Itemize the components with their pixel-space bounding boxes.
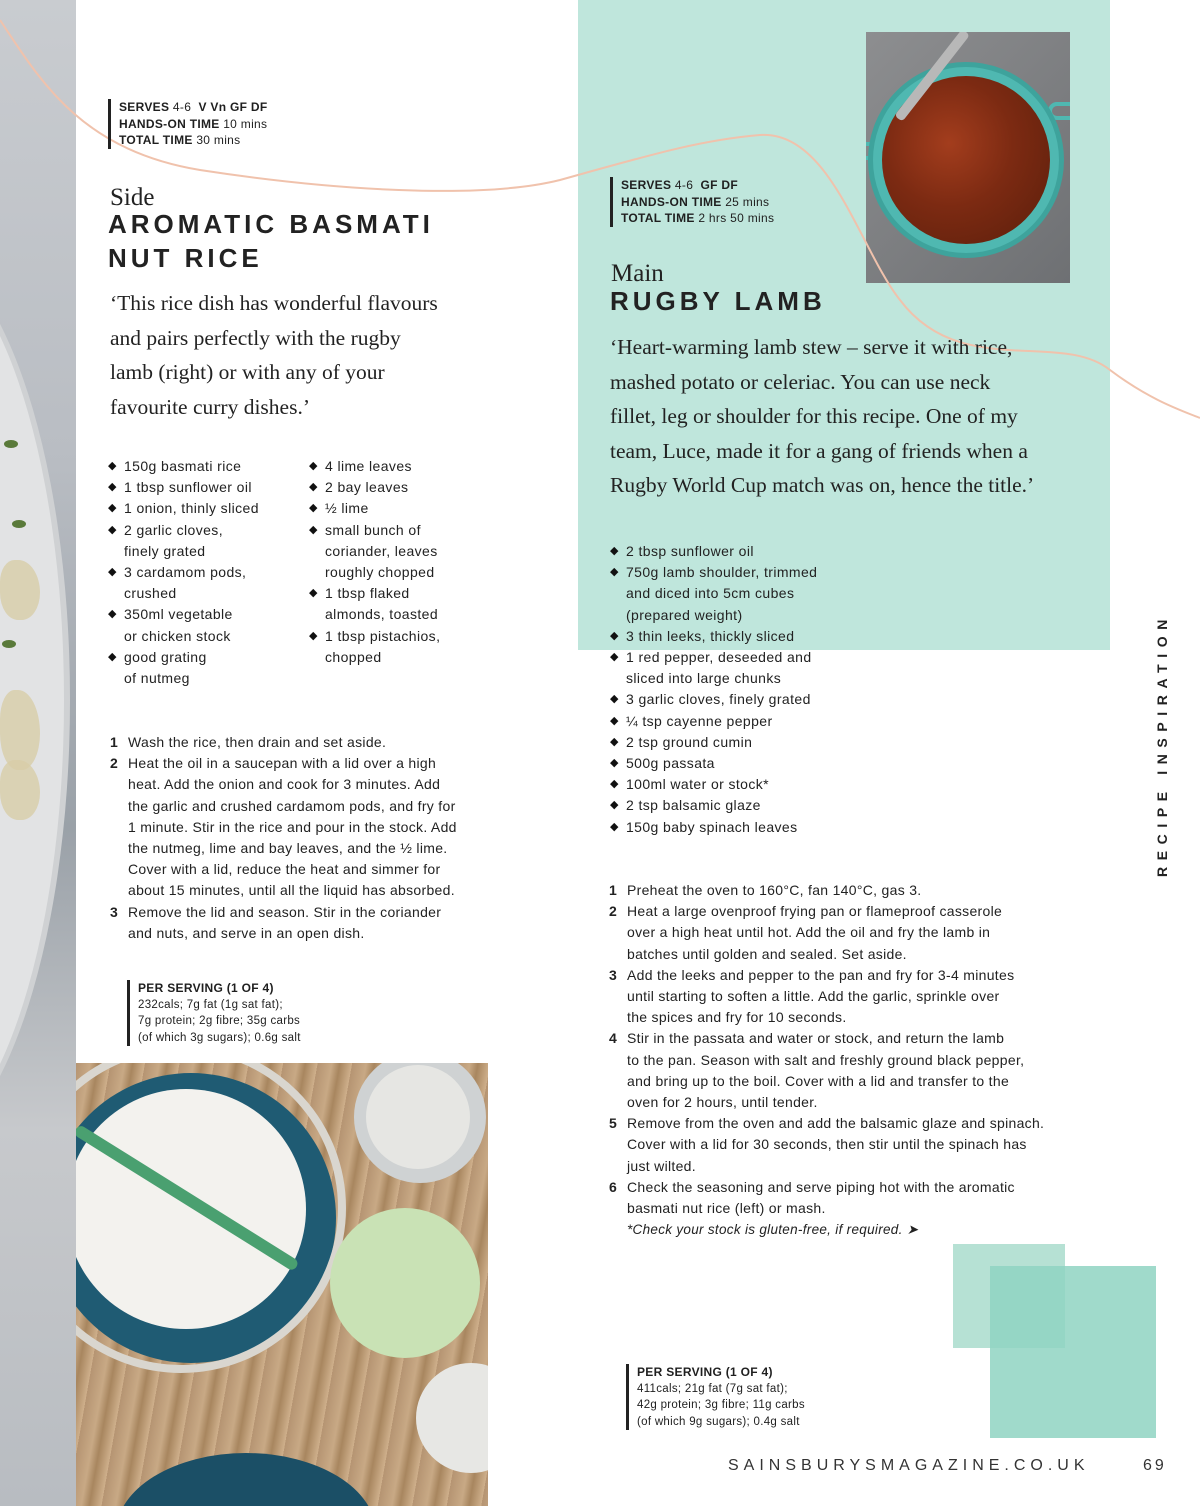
- serves-value: 4-6: [172, 100, 192, 114]
- ingredient-item: ◆ 150g baby spinach leaves: [610, 817, 890, 838]
- page-number: 69: [1143, 1457, 1167, 1474]
- method-step: 4 Stir in the passata and water or stock, and return the lamb to the pan. Season with salt and freshly ground black pepper, and bring up to the boil. Cover with a lid and transfer to the oven for 2 hours, until tender.: [609, 1030, 1025, 1111]
- hands-on-value: 25 mins: [725, 194, 770, 209]
- side-recipe-title-line2: NUT RICE: [108, 243, 263, 273]
- ingredient-item: ◆ small bunch of coriander, leaves roughly chopped: [309, 520, 509, 584]
- ingredient-item: ◆ ½ lime: [309, 498, 509, 519]
- nutrition-heading: PER SERVING (1 OF 4): [637, 1365, 773, 1379]
- quote-line: favourite curry dishes.’: [110, 394, 310, 419]
- ingredient-item: ◆ good grating of nutmeg: [108, 647, 308, 689]
- section-label-text: RECIPE INSPIRATION: [1154, 612, 1170, 878]
- ingredient-item: ◆ 2 tsp ground cumin: [610, 732, 890, 753]
- ingredient-item: ◆ 1 tbsp sunflower oil: [108, 477, 308, 498]
- serves-value: 4-6: [674, 178, 694, 192]
- decorative-square: [990, 1266, 1156, 1438]
- hands-on-label: HANDS-ON TIME: [119, 116, 220, 131]
- ingredient-item: ◆ 1 tbsp pistachios, chopped: [309, 626, 509, 668]
- nutrition-heading: PER SERVING (1 OF 4): [138, 981, 274, 995]
- ingredient-item: ◆ 350ml vegetable or chicken stock: [108, 604, 308, 646]
- diet-tags: V Vn GF DF: [198, 100, 268, 114]
- ingredient-item: ◆ 1 red pepper, deseeded and sliced into large chunks: [610, 647, 890, 689]
- rugby-lamb-photo: [866, 32, 1070, 283]
- ingredient-item: ◆ 750g lamb shoulder, trimmed and diced into 5cm cubes (prepared weight): [610, 562, 890, 626]
- ingredient-item: ◆ 3 garlic cloves, finely grated: [610, 689, 890, 710]
- main-intro-quote: [610, 330, 1090, 503]
- ingredient-item: ◆ 3 cardamom pods, crushed: [108, 562, 308, 604]
- method-step: 1 Preheat the oven to 160°C, fan 140°C, gas 3.: [609, 882, 922, 898]
- total-time-label: TOTAL TIME: [119, 133, 193, 147]
- side-ingredients-col1: [108, 456, 308, 689]
- side-ingredients-col2: [309, 456, 509, 668]
- serves-label: SERVES: [119, 100, 170, 114]
- stock-note: *Check your stock is gluten-free, if required. ➤: [627, 1222, 919, 1238]
- quote-line: ‘Heart-warming lamb stew – serve it with rice,: [610, 335, 1013, 359]
- diet-tags: GF DF: [700, 178, 738, 192]
- side-recipe-title-line1: AROMATIC BASMATI: [108, 209, 434, 239]
- total-time-value: 2 hrs 50 mins: [698, 211, 775, 225]
- main-recipe-meta: [610, 177, 850, 227]
- quote-line: and pairs perfectly with the rugby: [110, 325, 401, 350]
- nutrition-line: 411cals; 21g fat (7g sat fat);: [637, 1382, 788, 1395]
- total-time-value: 30 mins: [196, 133, 241, 147]
- quote-line: fillet, leg or shoulder for this recipe. One of my: [610, 404, 1018, 428]
- ingredient-item: ◆ 100ml water or stock*: [610, 774, 890, 795]
- ingredient-item: ◆ 150g basmati rice: [108, 456, 308, 477]
- main-method-steps: [609, 880, 1099, 1240]
- left-photo-strip: [0, 0, 76, 1506]
- quote-line: lamb (right) or with any of your: [110, 360, 385, 384]
- ingredient-item: ◆ 2 tbsp sunflower oil: [610, 541, 890, 562]
- method-step: 3 Add the leeks and pepper to the pan and fry for 3-4 minutes until starting to soften a little. Add the garlic, sprinkle over the spices and fry for 10 seconds.: [609, 966, 1015, 1026]
- method-step: 2 Heat the oil in a saucepan with a lid over a high heat. Add the onion and cook for 3 minutes. Add the garlic and crushed cardamom pods, and fry for 1 minute. Stir in the rice and pour in the stock. Add the nutmeg, lime and bay leaves, and the ½ lime. Cover with a lid, reduce the heat and simmer for about 15 minutes, until all the liquid has absorbed.: [110, 755, 457, 899]
- serves-label: SERVES: [621, 178, 672, 192]
- quote-line: ‘This rice dish has wonderful flavours: [110, 291, 438, 315]
- ingredient-item: ◆ 2 tsp balsamic glaze: [610, 795, 890, 816]
- side-method-steps: [110, 732, 510, 944]
- total-time-label: TOTAL TIME: [621, 211, 695, 225]
- main-recipe-title: RUGBY LAMB: [610, 286, 826, 316]
- method-step: 2 Heat a large ovenproof frying pan or flameproof casserole over a high heat until hot. Add the oil and fry the lamb in batches until golden and sealed. Set aside.: [609, 903, 1003, 962]
- ingredient-item: ◆ 3 thin leeks, thickly sliced: [610, 626, 890, 647]
- ingredient-item: ◆ 1 tbsp flaked almonds, toasted: [309, 583, 509, 625]
- ingredient-item: ◆ 2 bay leaves: [309, 477, 509, 498]
- nutrition-line: (of which 3g sugars); 0.6g salt: [138, 1031, 301, 1044]
- quote-line: Rugby World Cup match was on, hence the title.’: [610, 473, 1035, 497]
- method-step: 6 Check the seasoning and serve piping hot with the aromatic basmati nut rice (left) or mash.: [609, 1178, 1015, 1217]
- nutrition-line: 7g protein; 2g fibre; 35g carbs: [138, 1015, 301, 1027]
- quote-line: team, Luce, made it for a gang of friends when a: [610, 438, 1028, 463]
- ingredient-item: ◆ 500g passata: [610, 753, 890, 774]
- ingredient-item: ◆ 1 onion, thinly sliced: [108, 498, 308, 519]
- side-nutrition-info: [127, 980, 367, 1046]
- main-category: Main: [611, 260, 664, 287]
- quote-line: mashed potato or celeriac. You can use neck: [610, 369, 991, 394]
- ingredient-item: ◆ 4 lime leaves: [309, 456, 509, 477]
- ingredient-item: ◆ ¼ tsp cayenne pepper: [610, 711, 890, 732]
- side-intro-quote: [110, 286, 510, 424]
- plates-photo: [76, 1063, 488, 1506]
- main-nutrition-info: [626, 1364, 866, 1430]
- ingredient-item: ◆ 2 garlic cloves, finely grated: [108, 520, 308, 562]
- hands-on-value: 10 mins: [223, 116, 268, 131]
- footer-website: SAINSBURYSMAGAZINE.CO.UK: [728, 1457, 1090, 1474]
- section-label-vertical: [1140, 590, 1184, 900]
- method-step: 1 Wash the rice, then drain and set aside.: [110, 734, 387, 750]
- nutrition-line: (of which 9g sugars); 0.4g salt: [637, 1415, 800, 1428]
- nutrition-line: 232cals; 7g fat (1g sat fat);: [138, 998, 283, 1011]
- method-step: 5 Remove from the oven and add the balsamic glaze and spinach. Cover with a lid for 30 seconds, then stir until the spinach has just wilted.: [609, 1115, 1045, 1174]
- method-step: 3 Remove the lid and season. Stir in the coriander and nuts, and serve in an open dish.: [110, 903, 442, 941]
- main-ingredients: [610, 541, 890, 838]
- nutrition-line: 42g protein; 3g fibre; 11g carbs: [637, 1399, 805, 1411]
- side-recipe-meta: [108, 99, 368, 149]
- side-category: Side: [110, 184, 155, 211]
- hands-on-label: HANDS-ON TIME: [621, 194, 722, 209]
